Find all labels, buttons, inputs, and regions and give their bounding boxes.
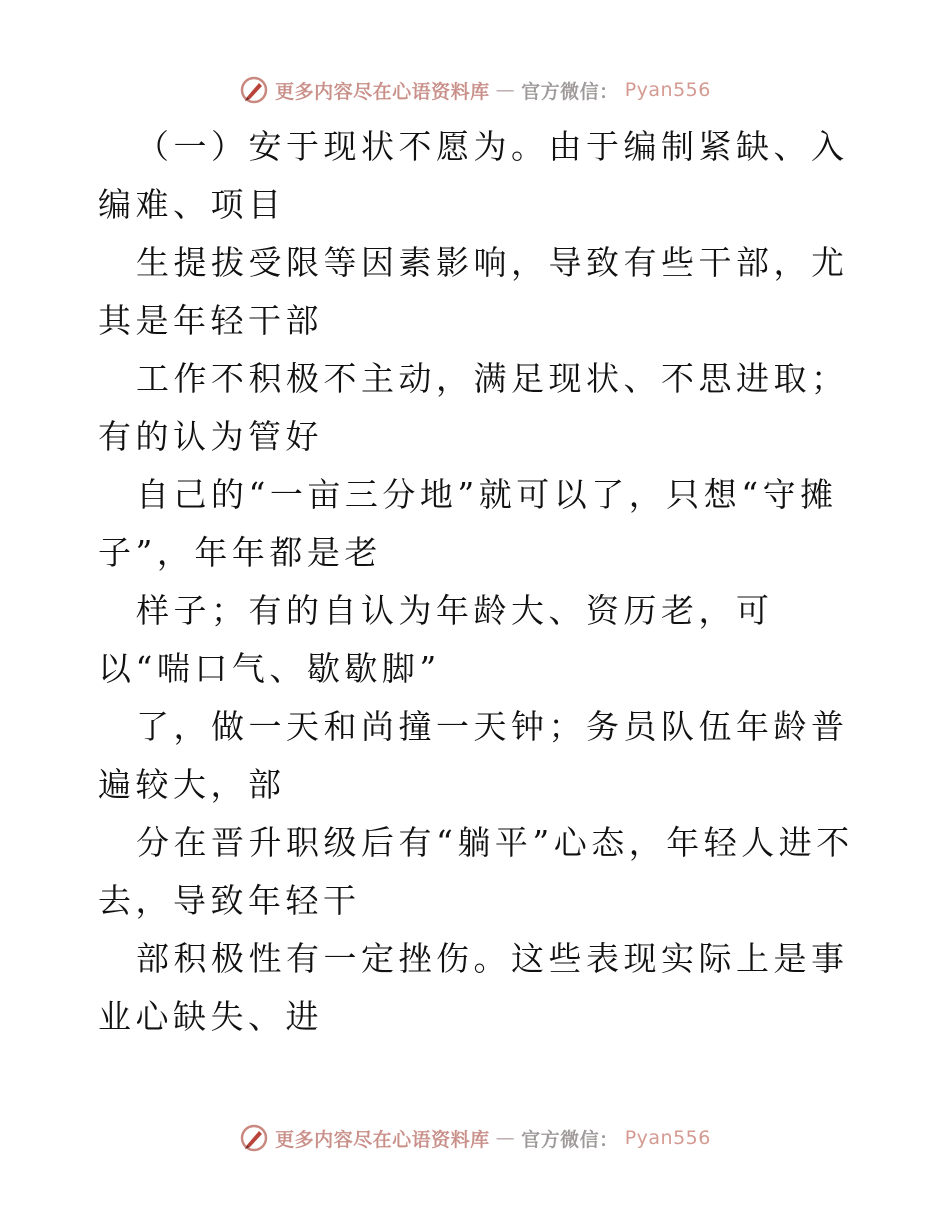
paragraph-5: 样子；有的自认为年龄大、资历老，可以“喘口气、歇歇脚” — [98, 591, 774, 688]
paragraph-7: 分在晋升职级后有“躺平”心态，年轻人进不去，导致年轻干 — [98, 823, 854, 920]
watermark-id: Pyan556 — [624, 79, 711, 101]
watermark-dash: — — [495, 79, 516, 101]
paragraph-6: 了，做一天和尚撞一天钟；务员队伍年龄普遍较大，部 — [98, 707, 849, 804]
paragraph-1: （一）安于现状不愿为。由于编制紧缺、入编难、项目 — [98, 127, 849, 224]
watermark-brand: 更多内容尽在心语资料库 — [275, 80, 490, 103]
watermark-id: Pyan556 — [624, 1127, 711, 1149]
paragraph-4: 自己的“一亩三分地”就可以了，只想“守摊子”，年年都是老 — [98, 475, 838, 572]
quill-logo-icon — [239, 75, 269, 105]
watermark-brand: 更多内容尽在心语资料库 — [275, 1128, 490, 1151]
footer-watermark — [0, 1118, 950, 1158]
watermark-dash: — — [495, 1127, 516, 1149]
header-watermark — [0, 70, 950, 110]
paragraph-3: 工作不积极不主动，满足现状、不思进取；有的认为管好 — [98, 359, 849, 456]
quill-logo-icon — [239, 1123, 269, 1153]
document-body — [98, 118, 858, 1046]
watermark-label: 官方微信： — [521, 1128, 619, 1151]
watermark-label: 官方微信： — [521, 80, 619, 103]
paragraph-8: 部积极性有一定挫伤。这些表现实际上是事业心缺失、进 — [98, 939, 849, 1036]
paragraph-2: 生提拔受限等因素影响，导致有些干部，尤其是年轻干部 — [98, 243, 849, 340]
